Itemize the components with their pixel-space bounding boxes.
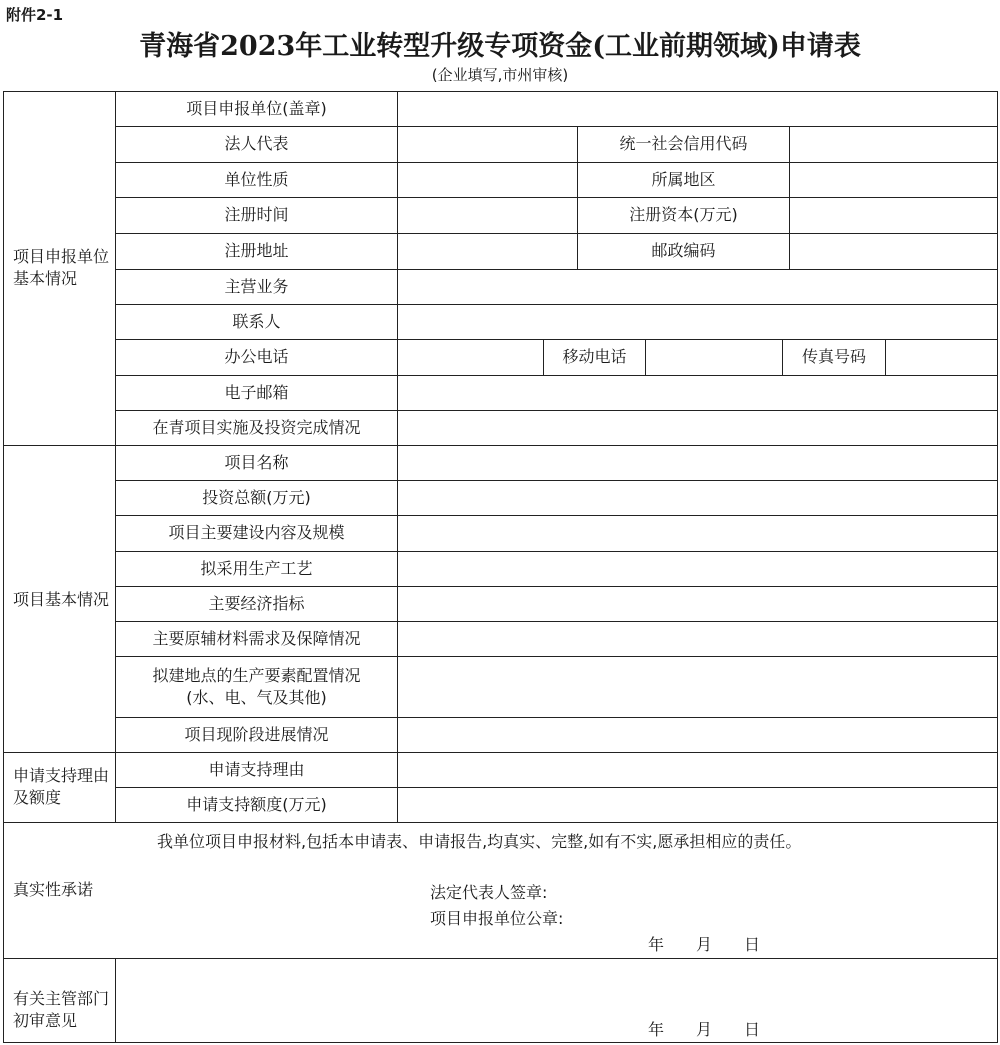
label-region: 所属地区: [651, 169, 716, 189]
label-email: 电子邮箱: [224, 382, 289, 402]
materials-field[interactable]: [398, 622, 996, 655]
qinghai-status-field[interactable]: [398, 411, 996, 444]
fax-field[interactable]: [886, 340, 996, 374]
production-factors-line2: (水、电、气及其他): [186, 687, 327, 707]
form-subtitle: (企业填写,市州审核): [431, 66, 569, 84]
label-contact: 联系人: [232, 311, 281, 331]
label-materials: 主要原辅材料需求及保障情况: [152, 628, 361, 648]
total-investment-field[interactable]: [398, 481, 996, 514]
label-unit-name: 项目申报单位(盖章): [186, 98, 327, 118]
legal-rep-field[interactable]: [398, 127, 576, 161]
grid-line: [3, 822, 998, 823]
content-scale-field[interactable]: [398, 516, 996, 550]
credit-code-field[interactable]: [790, 127, 996, 161]
label-main-business: 主营业务: [224, 276, 289, 296]
section-review-opinion: 有关主管部门初审意见: [13, 989, 110, 1030]
label-support-amount: 申请支持额度(万元): [186, 794, 327, 814]
label-fax: 传真号码: [801, 347, 866, 367]
label-progress: 项目现阶段进展情况: [184, 724, 329, 744]
region-field[interactable]: [790, 163, 996, 196]
unit-nature-field[interactable]: [398, 163, 576, 196]
review-opinion-field[interactable]: [116, 959, 996, 1017]
postcode-field[interactable]: [790, 234, 996, 268]
section-authenticity-promise: 真实性承诺: [13, 880, 94, 900]
contact-field[interactable]: [398, 305, 996, 338]
mobile-field[interactable]: [646, 340, 781, 374]
label-production-factors: [116, 656, 397, 717]
unit-seal-label: 项目申报单位公章:: [430, 909, 564, 928]
label-credit-code: 统一社会信用代码: [619, 134, 748, 154]
attachment-number: 附件2-1: [6, 6, 64, 24]
main-business-field[interactable]: [398, 270, 996, 303]
reg-address-field[interactable]: [398, 234, 576, 268]
label-office-phone: 办公电话: [224, 347, 289, 367]
production-factors-field[interactable]: [398, 657, 996, 716]
progress-field[interactable]: [398, 718, 996, 751]
legal-rep-signature-label: 法定代表人签章:: [430, 883, 548, 902]
section-support-reason-amount: 申请支持理由及额度: [13, 766, 110, 807]
production-factors-line1: 拟建地点的生产要素配置情况: [152, 665, 361, 685]
label-reg-address: 注册地址: [224, 241, 289, 261]
reg-capital-field[interactable]: [790, 198, 996, 232]
label-total-investment: 投资总额(万元): [202, 487, 311, 507]
label-content-scale: 项目主要建设内容及规模: [168, 523, 345, 543]
support-amount-field[interactable]: [398, 788, 996, 821]
label-support-reason: 申请支持理由: [208, 759, 305, 779]
section-project-basic-info: 项目基本情况: [13, 590, 110, 610]
project-name-field[interactable]: [398, 446, 996, 479]
reg-time-field[interactable]: [398, 198, 576, 232]
form-title: 青海省2023年工业转型升级专项资金(工业前期领域)申请表: [139, 31, 861, 62]
label-project-name: 项目名称: [224, 452, 289, 472]
email-field[interactable]: [398, 376, 996, 409]
label-reg-capital: 注册资本(万元): [629, 205, 738, 225]
process-field[interactable]: [398, 552, 996, 585]
office-phone-field[interactable]: [398, 340, 542, 374]
promise-signature-area[interactable]: [590, 876, 890, 928]
promise-statement: 我单位项目申报材料,包括本申请表、申请报告,均真实、完整,如有不实,愿承担相应的责任。: [157, 832, 802, 851]
section-unit-basic-info: 项目申报单位基本情况: [13, 247, 110, 288]
promise-date: 年 月 日: [648, 935, 761, 954]
label-legal-rep: 法人代表: [224, 134, 289, 154]
label-econ-index: 主要经济指标: [208, 593, 305, 613]
label-mobile: 移动电话: [562, 347, 627, 367]
label-qinghai-status: 在青项目实施及投资完成情况: [152, 417, 361, 437]
label-postcode: 邮政编码: [651, 241, 716, 261]
unit-name-field[interactable]: [398, 92, 996, 125]
label-reg-time: 注册时间: [224, 205, 289, 225]
label-process: 拟采用生产工艺: [200, 558, 313, 578]
label-unit-nature: 单位性质: [224, 169, 289, 189]
econ-index-field[interactable]: [398, 587, 996, 620]
support-reason-field[interactable]: [398, 753, 996, 786]
review-date: 年 月 日: [648, 1020, 761, 1039]
